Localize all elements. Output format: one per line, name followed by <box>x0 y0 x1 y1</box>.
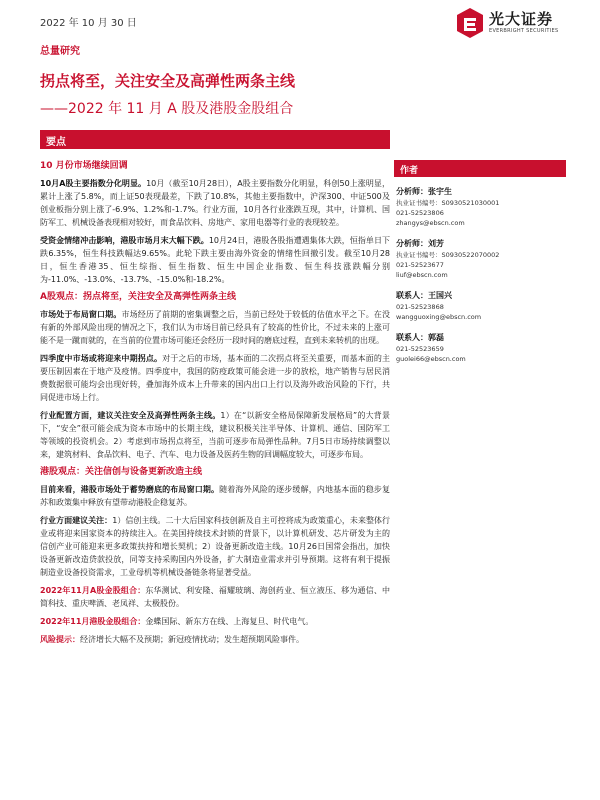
contact-phone: 021-52523868 <box>396 303 444 311</box>
paragraph <box>40 514 390 579</box>
analyst-license: 执业证书编号：S0930522070002 <box>396 251 500 259</box>
analyst-email[interactable]: zhangys@ebscn.com <box>396 219 465 227</box>
analyst-license: 执业证书编号：S0930521030001 <box>396 199 500 207</box>
analyst-phone: 021-52523677 <box>396 261 444 269</box>
a-share-portfolio <box>40 584 390 610</box>
paragraph-lead: 市场处于布局窗口期。 <box>40 310 122 319</box>
contact-name: 联系人：郭磊 <box>396 333 444 342</box>
analyst-card <box>396 238 566 280</box>
paragraph-lead: 行业方面建议关注： <box>40 516 113 525</box>
paragraph-lead: 行业配置方面，建议关注安全及高弹性两条主线。 <box>40 411 221 420</box>
paragraph <box>40 409 390 461</box>
summary-band <box>40 130 390 149</box>
paragraph-text: 市场经历了前期的密集调整之后，当前已经处于较低的估值水平之下。在没有新的外部风险出现的情况之下，我们认为市场目前已经具有了较高的性价比，不过未来的上涨可能不是一蹴而就的，在当前的位置市场可能还会经历一段时间的磨底过程，直到未来转机的出现。 <box>40 310 391 345</box>
paragraph-text: 金蝶国际、新东方在线、上海复旦、时代电气。 <box>145 617 314 626</box>
paragraph-lead: 目前来看，港股市场处于蓄势磨底的布局窗口期。 <box>40 485 220 494</box>
analyst-name: 分析师：刘芳 <box>396 239 444 248</box>
authors-list <box>396 186 566 374</box>
paragraph-text: 10月（截至10月28日），A股主要指数分化明显，科创50上涨明显，累计上涨了5.8%，而上证50表现最差，下跌了10.8%，其他主要指数中，沪深300、中证500及创业板指分别上涨了-6.9%、1.2%和-1.7%。行业方面，10月各行业涨跌互现，其中，计算机、国防军工、机械设备表现相对较好，而食品饮料、房地产、家用电器等行业的表现较差。 <box>40 179 390 227</box>
section-heading-a-share: A股观点：拐点将至，关注安全及高弹性两条主线 <box>40 292 236 302</box>
paragraph-lead: 2022年11月A股金股组合： <box>40 586 146 595</box>
authors-band <box>394 160 566 177</box>
paragraph-lead: 2022年11月港股金股组合： <box>40 617 146 626</box>
logo-text-cn: 光大证券 <box>489 10 554 28</box>
contact-card <box>396 290 566 322</box>
paragraph-lead: 四季度中市场或将迎来中期拐点。 <box>40 354 163 363</box>
summary-body <box>40 160 390 651</box>
paragraph <box>40 177 390 229</box>
paragraph-text: 经济增长大幅不及预期；新冠疫情扰动；发生超预期风险事件。 <box>80 635 304 644</box>
contact-name: 联系人：王国兴 <box>396 291 452 300</box>
paragraph-lead: 风险提示： <box>40 635 80 644</box>
contact-card <box>396 332 566 364</box>
report-subtitle: ——2022 年 11 月 A 股及港股金股组合 <box>40 101 294 117</box>
brand-logo <box>455 6 575 40</box>
paragraph-text: 对于之后的市场，基本面的二次拐点将至关重要，而基本面的主要压制因素在于地产及疫情。四季度中，我国的防疫政策可能会进一步的放松，地产销售与居民消费数据很可能均会出现好转，叠加海外成本上升带来的国内出口上行以及海外政治风险的下行，共同促进市场上行。 <box>40 354 391 402</box>
contact-email[interactable]: guolei66@ebscn.com <box>396 355 466 363</box>
report-category: 总量研究 <box>40 46 80 57</box>
analyst-card <box>396 186 566 228</box>
paragraph-lead: 受资金情绪冲击影响，港股市场月末大幅下跌。 <box>40 236 209 245</box>
section-heading-hk: 港股观点：关注信创与设备更新改造主线 <box>40 467 203 477</box>
paragraph <box>40 234 390 286</box>
paragraph <box>40 352 390 404</box>
hk-portfolio <box>40 615 390 628</box>
paragraph-text: 1）在“以新安全格局保障新发展格局”的大背景下，“安全”很可能会成为资本市场中的长期主线，建议积极关注半导体、计算机、通信、国防军工等领域的投资机会。2）考虑到市场拐点将至，当前可逐步布局弹性品种。7月5日市场持续调整以来，建筑材料、食品饮料、电子、汽车、电力设备及医药生物的回调幅度较大，可逐步布局。 <box>40 411 390 459</box>
paragraph-lead: 10月A股主要指数分化明显。 <box>40 179 147 188</box>
paragraph-text: 随着海外风险的逐步缓解，内地基本面的稳步复苏和政策集中释放有望带动港股企稳复苏。 <box>40 485 390 507</box>
report-title: 拐点将至，关注安全及高弹性两条主线 <box>40 72 296 90</box>
paragraph <box>40 308 390 347</box>
analyst-phone: 021-52523806 <box>396 209 444 217</box>
paragraph <box>40 483 390 509</box>
paragraph-text: 1）信创主线。二十大后国家科技创新及自主可控将成为政策重心，未来整体行业或将迎来国家资本的持续注入。在美国持续技术封锁的背景下，以计算机研发、芯片研发为主的信创产业可能迎来更多政策扶持和增长契机；2）设备更新改造主线。10月26日国常会指出，加快设备更新改造贷款投放，同等支持采购国内外设备，扩大制造业需求并引导预期。这将有利于提振制造业设备投资需求，工业母机等机械设备链条将显著受益。 <box>40 516 391 577</box>
everbright-logo-icon <box>455 6 485 40</box>
authors-band-label: 作者 <box>400 166 419 176</box>
report-date: 2022 年 10 月 30 日 <box>40 18 137 29</box>
analyst-email[interactable]: liuf@ebscn.com <box>396 271 448 279</box>
contact-email[interactable]: wangguoxing@ebscn.com <box>396 313 482 321</box>
summary-band-label: 要点 <box>46 137 66 148</box>
logo-text-en: EVERBRIGHT SECURITIES <box>489 28 559 34</box>
analyst-name: 分析师：张宇生 <box>396 187 452 196</box>
contact-phone: 021-52523659 <box>396 345 444 353</box>
section-heading-review: 10 月份市场继续回调 <box>40 161 128 171</box>
paragraph-text: 东华测试、利安隆、福耀玻璃、海创药业、恒立液压、移为通信、中简科技、重庆啤酒、老凤祥、太极股份。 <box>40 586 391 608</box>
risk-warning <box>40 633 390 646</box>
paragraph-text: 10月24日，港股各股指遭遇集体大跌，恒指单日下跌6.35%，恒生科技跌幅达9.65%。此轮下跌主要由海外资金的情绪性回撤引发。截至10月28日，恒生香港35、恒生综指、恒生指数、恒生中国企业指数、恒生科技涨跌幅分别为-11.0%、-13.0%、-13.7%、-15.0%和-18.2%。 <box>40 236 391 284</box>
